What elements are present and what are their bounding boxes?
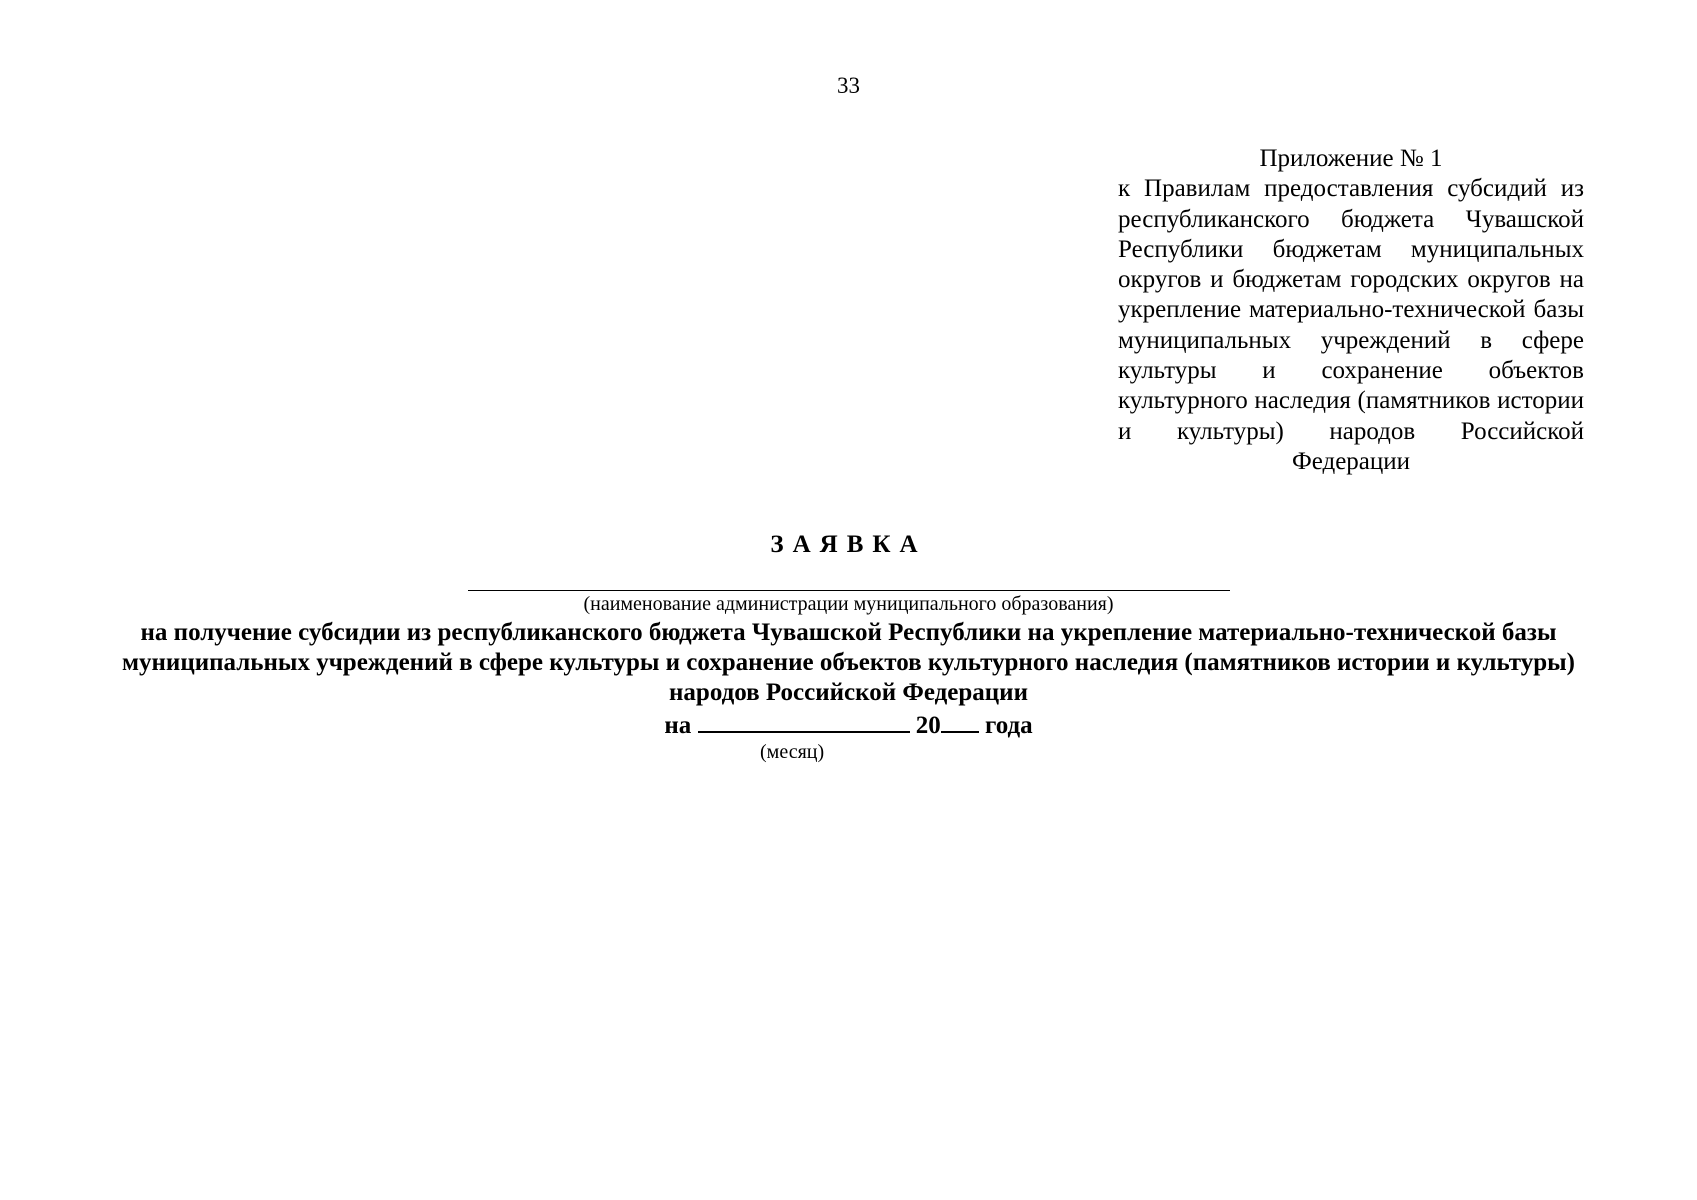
application-title: ЗАЯВКА: [770, 531, 927, 558]
annex-title: Приложение № 1: [1259, 145, 1443, 172]
annex-body: к Правилам предоставления субсидий из республиканского бюджета Чувашской Республики бюджетам муниципальных округов и бюджетам городских округов на укрепление материально-технической базы муниципальных учреждений в сфере культуры и сохранение объектов культурного наследия (памятников истории и культуры) народов Российской Федерации: [1118, 175, 1584, 475]
year-blank: [941, 709, 979, 733]
month-caption: (месяц): [760, 741, 825, 763]
organization-name-caption: (наименование администрации муниципального образования): [583, 593, 1114, 615]
organization-name-line: [468, 590, 1230, 591]
period-year-prefix: 20: [915, 712, 941, 739]
annex-block: [1118, 144, 1584, 477]
month-blank: [698, 709, 910, 733]
page-number: 33: [837, 73, 860, 98]
application-period: [0, 709, 1697, 741]
application-subject: на получение субсидии из республиканского бюджета Чувашской Республики на укрепление материально-технической базы муниципальных учреждений в сфере культуры и сохранение объектов культурного наследия (памятников истории и культуры) народов Российской Федерации: [122, 619, 1575, 706]
period-prefix: на: [664, 712, 692, 739]
period-suffix: года: [985, 712, 1033, 739]
